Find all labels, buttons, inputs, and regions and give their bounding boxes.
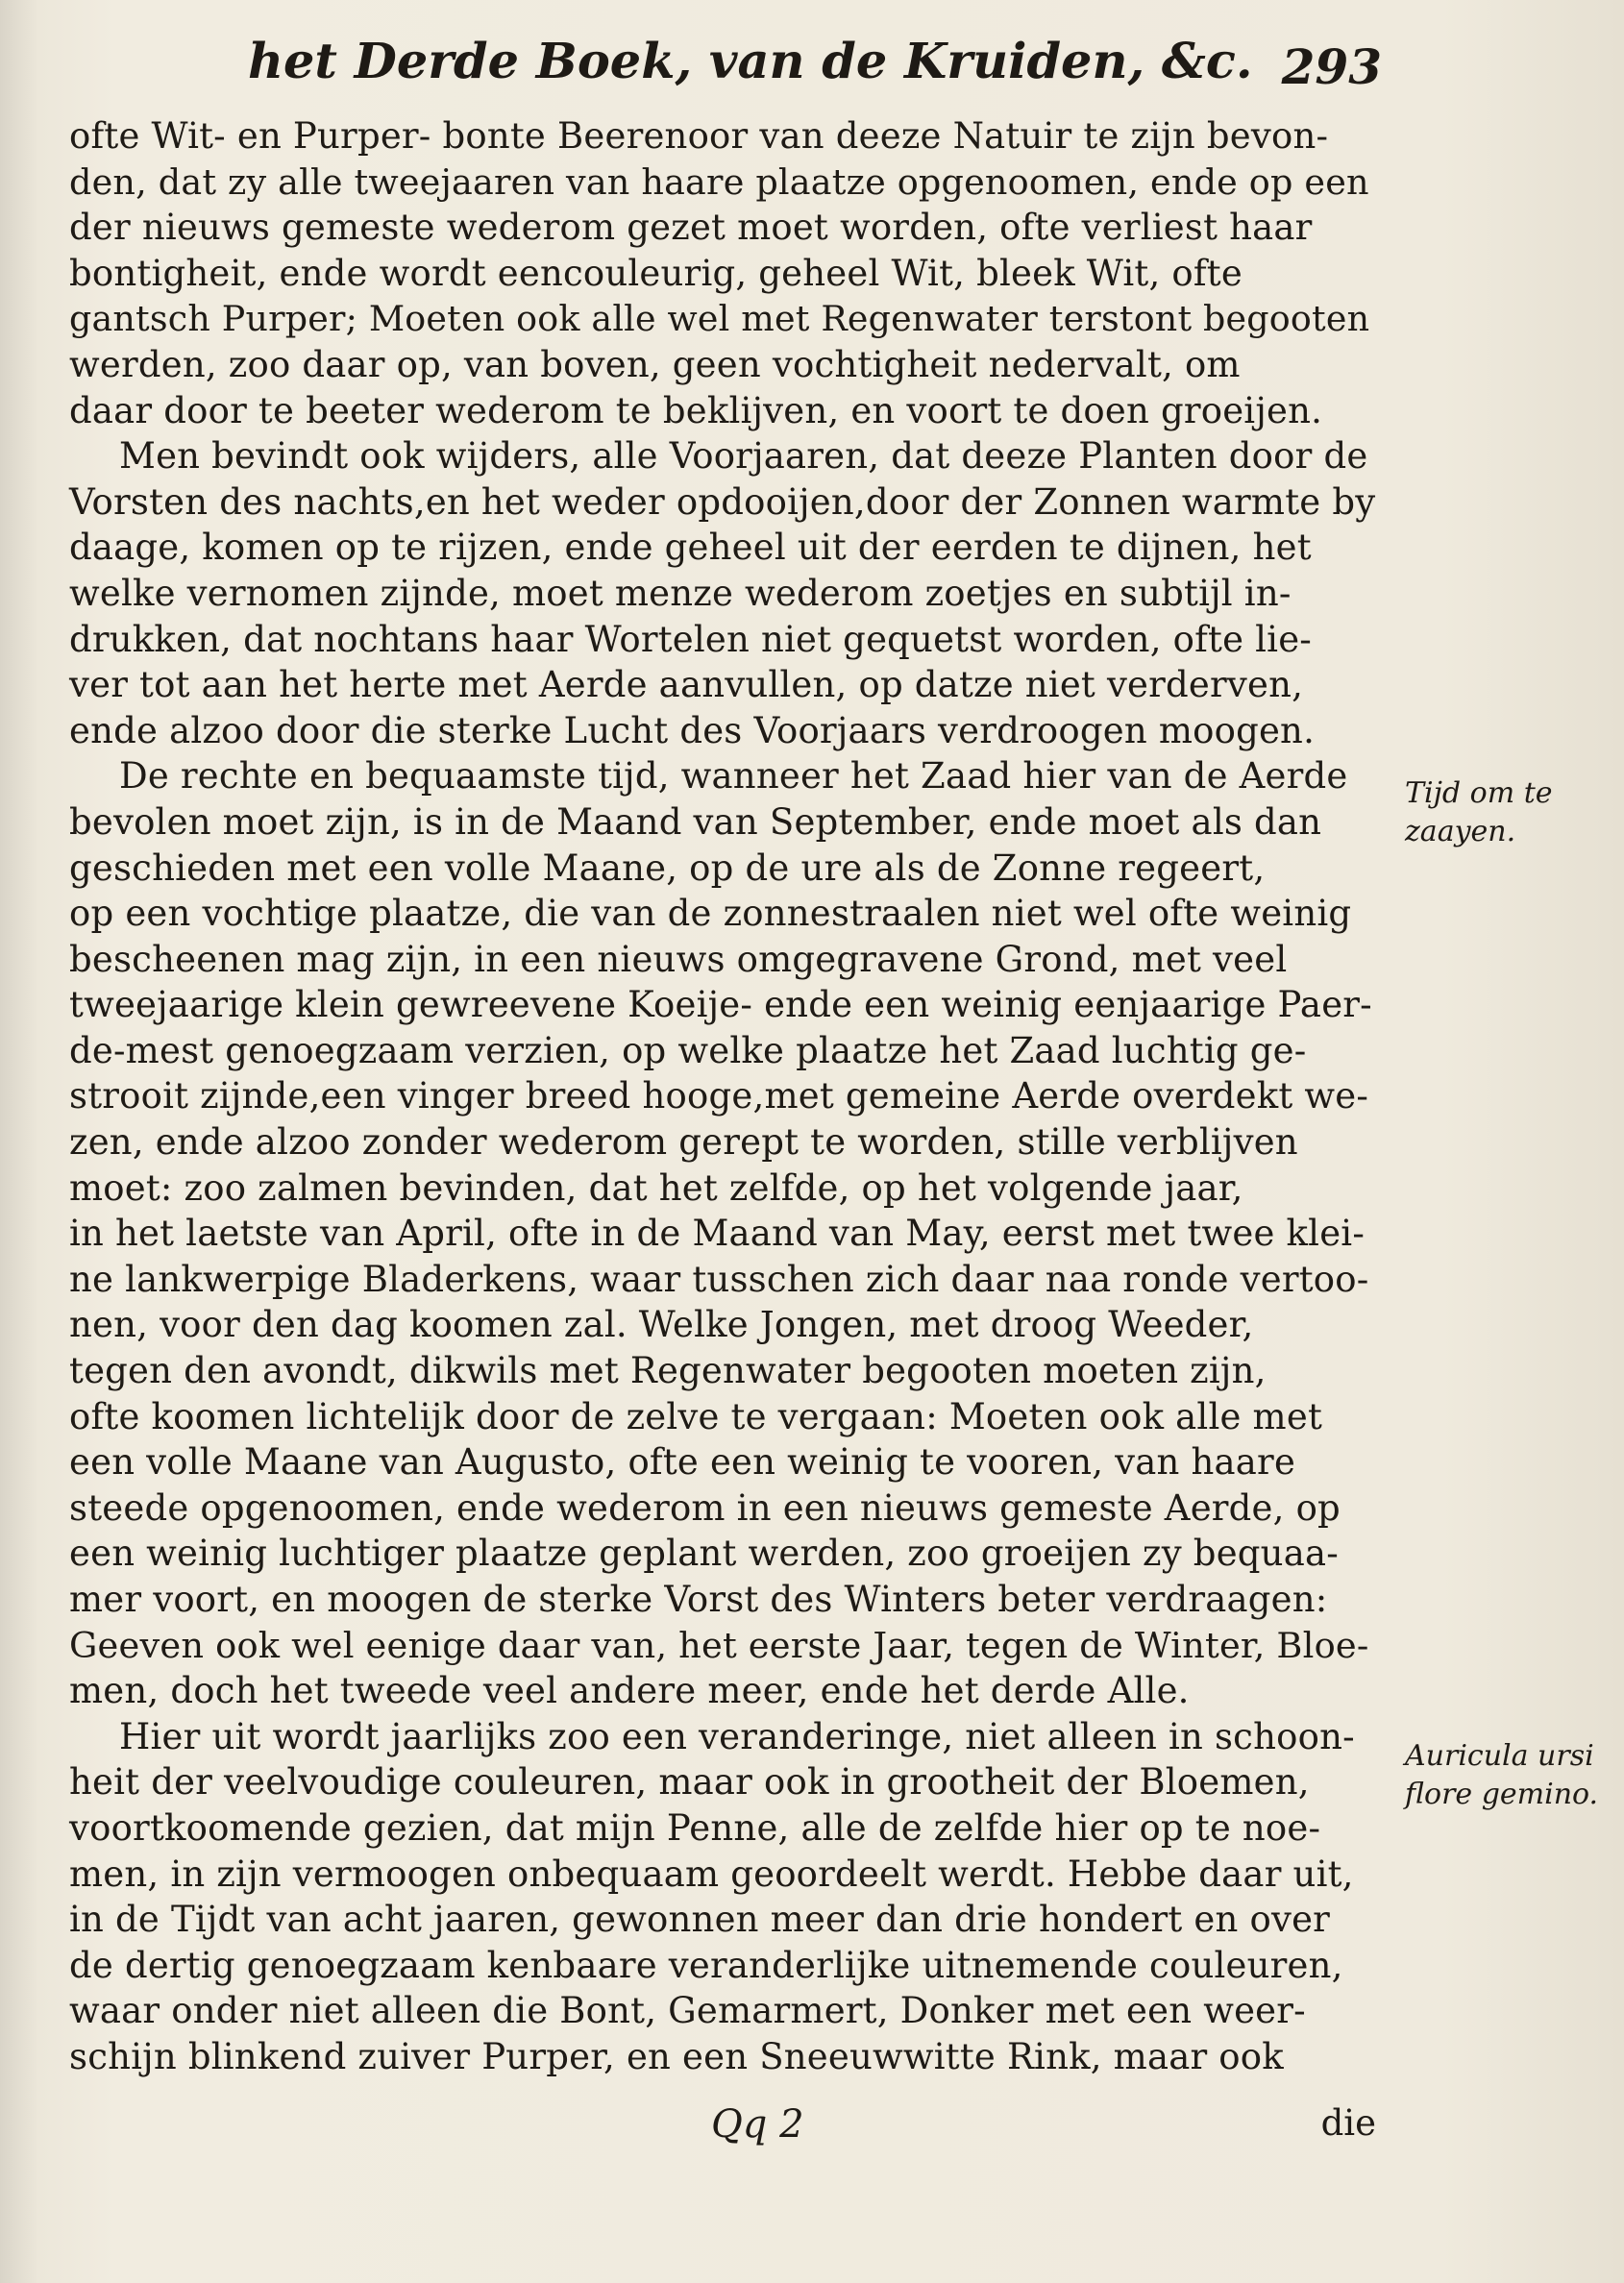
text-line: ofte koomen lichtelijk door de zelve te vergaan: Moeten ook alle met: [69, 1395, 1323, 1437]
text-line: op een vochtige plaatze, die van de zonnestraalen niet wel ofte weinig: [69, 893, 1352, 935]
page-footer: [69, 2102, 1376, 2156]
text-line: ne lankwerpige Bladerkens, waar tusschen zich daar naa ronde vertoo-: [69, 1258, 1369, 1300]
text-line: voortkoomende gezien, dat mijn Penne, alle de zelfde hier op te noe-: [69, 1806, 1321, 1849]
text-line: een weinig luchtiger plaatze geplant werden, zoo groeijen zy bequaa-: [69, 1533, 1339, 1575]
catchword: die: [1320, 2102, 1376, 2144]
margin-note-sowing-time: Tijd om te zaayen.: [1405, 776, 1553, 848]
text-line: der nieuws gemeste wederom gezet moet worden, ofte verliest haar: [69, 207, 1313, 249]
text-line: daage, komen op te rijzen, ende geheel uit der eerden te dijnen, het: [69, 527, 1312, 569]
text-line: drukken, dat nochtans haar Wortelen niet gequetst worden, ofte lie-: [69, 618, 1312, 660]
text-line: in het laetste van April, ofte in de Maand van May, eerst met twee klei-: [69, 1213, 1366, 1255]
margin-note-auricula: Auricula ursi flore gemino.: [1405, 1739, 1599, 1811]
text-line: geschieden met een volle Maane, op de ure als de Zonne regeert,: [69, 847, 1266, 889]
paragraph-start-line: De rechte en bequaamste tijd, wanneer het Zaad hier van de Aerde: [119, 755, 1348, 798]
text-line: werden, zoo daar op, van boven, geen vochtigheit nedervalt, om: [69, 343, 1241, 385]
text-line: gantsch Purper; Moeten ook alle wel met Regenwater terstont begooten: [69, 298, 1370, 340]
page-header: [248, 33, 1382, 108]
text-line: tegen den avondt, dikwils met Regenwater begooten moeten zijn,: [69, 1350, 1267, 1392]
text-line: waar onder niet alleen die Bont, Gemarmert, Donker met een weer-: [69, 1990, 1306, 2032]
text-line: nen, voor den dag koomen zal. Welke Jongen, met droog Weeder,: [69, 1304, 1254, 1346]
text-line: de-mest genoegzaam verzien, op welke plaatze het Zaad luchtig ge-: [69, 1029, 1307, 1071]
body-text: [69, 113, 1376, 2080]
text-line: daar door te beeter wederom te beklijven, en voort te doen groeijen.: [69, 389, 1323, 431]
text-line: ver tot aan het herte met Aerde aanvullen, op datze niet verderven,: [69, 664, 1304, 706]
text-line: in de Tijdt van acht jaaren, gewonnen meer dan drie hondert en over: [69, 1899, 1331, 1941]
paragraph-start-line: Hier uit wordt jaarlijks zoo een veranderinge, niet alleen in schoon-: [119, 1715, 1355, 1757]
paragraph-start-line: Men bevindt ook wijders, alle Voorjaaren, dat deeze Planten door de: [119, 435, 1368, 478]
text-line: welke vernomen zijnde, moet menze wederom zoetjes en subtijl in-: [69, 572, 1292, 614]
text-line: mer voort, en moogen de sterke Vorst des Winters beter verdraagen:: [69, 1579, 1328, 1620]
show-through-ghost-text: [1405, 319, 1616, 352]
text-line: tweejaarige klein gewreevene Koeije- ende een weinig eenjaarige Paer-: [69, 984, 1372, 1026]
text-line: ende alzoo door die sterke Lucht des Voorjaars verdroogen moogen.: [69, 709, 1316, 751]
text-line: Vorsten des nachts,en het weder opdooijen,door der Zonnen warmte by: [69, 480, 1376, 523]
text-line: strooit zijnde,een vinger breed hooge,met gemeine Aerde overdekt we-: [69, 1075, 1369, 1117]
text-line: men, doch het tweede veel andere meer, ende het derde Alle.: [69, 1670, 1190, 1712]
text-line: den, dat zy alle tweejaaren van haare plaatze opgenoomen, ende op een: [69, 160, 1369, 203]
text-line: heit der veelvoudige couleuren, maar ook in grootheit der Bloemen,: [69, 1761, 1310, 1804]
text-line: bevolen moet zijn, is in de Maand van September, ende moet als dan: [69, 800, 1322, 843]
text-line: Geeven ook wel eenige daar van, het eerste Jaar, tegen de Winter, Bloe-: [69, 1624, 1369, 1666]
text-line: steede opgenoomen, ende wederom in een nieuws gemeste Aerde, op: [69, 1486, 1341, 1529]
text-line: moet: zoo zalmen bevinden, dat het zelfde, op het volgende jaar,: [69, 1166, 1243, 1209]
text-line: bontigheit, ende wordt eencouleurig, geheel Wit, bleek Wit, ofte: [69, 252, 1243, 294]
text-line: een volle Maane van Augusto, ofte een weinig te vooren, van haare: [69, 1441, 1296, 1484]
signature-mark: Qq 2: [711, 2102, 804, 2147]
text-line: ofte Wit- en Purper- bonte Beerenoor van deeze Natuir te zijn bevon-: [69, 115, 1329, 157]
text-line: bescheenen mag zijn, in een nieuws omgegravene Grond, met veel: [69, 938, 1288, 980]
text-line: schijn blinkend zuiver Purper, en een Sneeuwwitte Rink, maar ook: [69, 2035, 1284, 2077]
text-line: de dertig genoegzaam kenbaare veranderlijke uitnemende couleuren,: [69, 1944, 1343, 1986]
text-line: men, in zijn vermoogen onbequaam geoordeelt werdt. Hebbe daar uit,: [69, 1853, 1354, 1895]
text-line: zen, ende alzoo zonder wederom gerept te worden, stille verblijven: [69, 1121, 1298, 1164]
page-number: 293: [1281, 38, 1382, 95]
running-title: het Derde Boek, van de Kruiden, &c.: [248, 33, 1253, 90]
